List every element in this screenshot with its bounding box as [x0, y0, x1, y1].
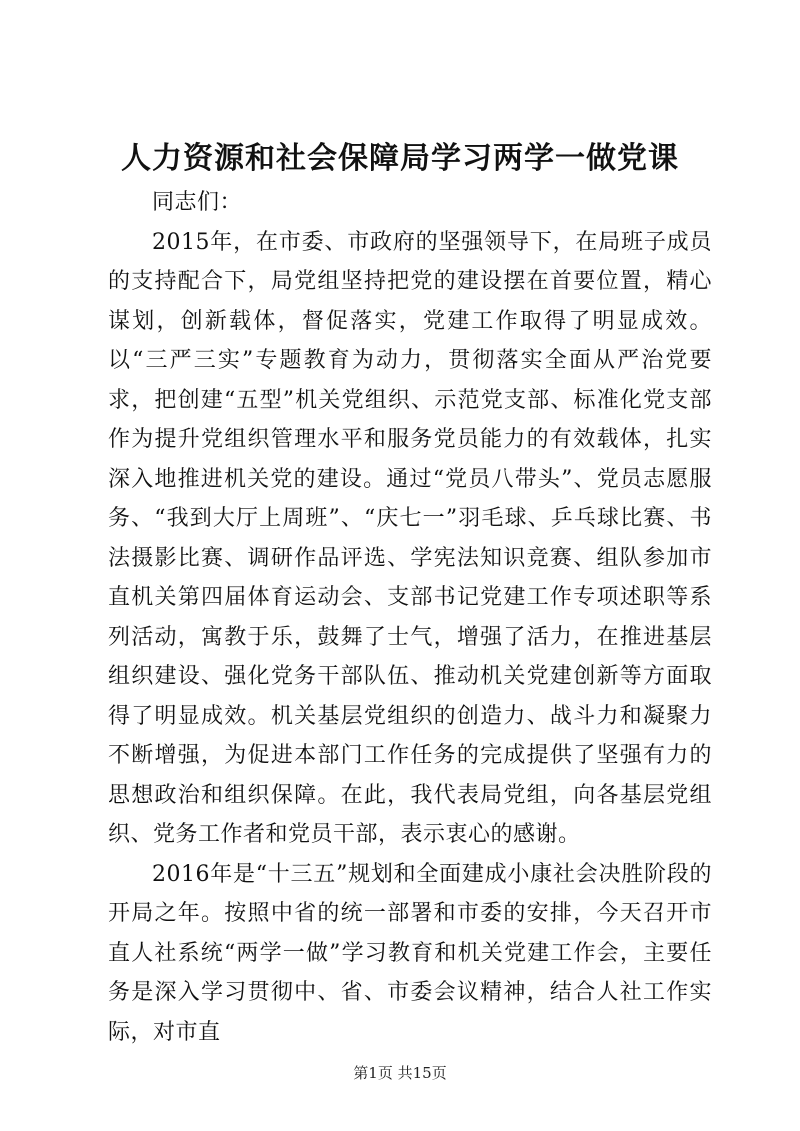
- paragraph-2: 2016年是“十三五”规划和全面建成小康社会决胜阶段的开局之年。按照中省的统一部署和市委的安排，今天召开市直人社系统“两学一做”学习教育和机关党建工作会，主要任务是深入学习贯彻中、省、市委会议精神，结合人社工作实际，对市直: [108, 861, 712, 1045]
- salutation: 同志们：: [152, 190, 243, 215]
- document-body: [108, 183, 712, 1052]
- paragraph-1: 2015年，在市委、市政府的坚强领导下，在局班子成员的支持配合下，局党组坚持把党的建设摆在首要位置，精心谋划，创新载体，督促落实，党建工作取得了明显成效。以“三严三实”专题教育为动力，贯彻落实全面从严治党要求，把创建“五型”机关党组织、示范党支部、标准化党支部作为提升党组织管理水平和服务党员能力的有效载体，扎实深入地推进机关党的建设。通过“党员八带头”、党员志愿服务、“我到大厅上周班”、“庆七一”羽毛球、乒乓球比赛、书法摄影比赛、调研作品评选、学宪法知识竞赛、组队参加市直机关第四届体育运动会、支部书记党建工作专项述职等系列活动，寓教于乐，鼓舞了士气，增强了活力，在推进基层组织建设、强化党务干部队伍、推动机关党建创新等方面取得了明显成效。机关基层党组织的创造力、战斗力和凝聚力不断增强，为促进本部门工作任务的完成提供了坚强有力的思想政治和组织保障。在此，我代表局党组，向各基层党组织、党务工作者和党员干部，表示衷心的感谢。: [108, 229, 712, 847]
- document-title: 人力资源和社会保障局学习两学一做党课: [121, 141, 679, 176]
- page-number-footer: 第1页 共15页: [353, 1064, 447, 1082]
